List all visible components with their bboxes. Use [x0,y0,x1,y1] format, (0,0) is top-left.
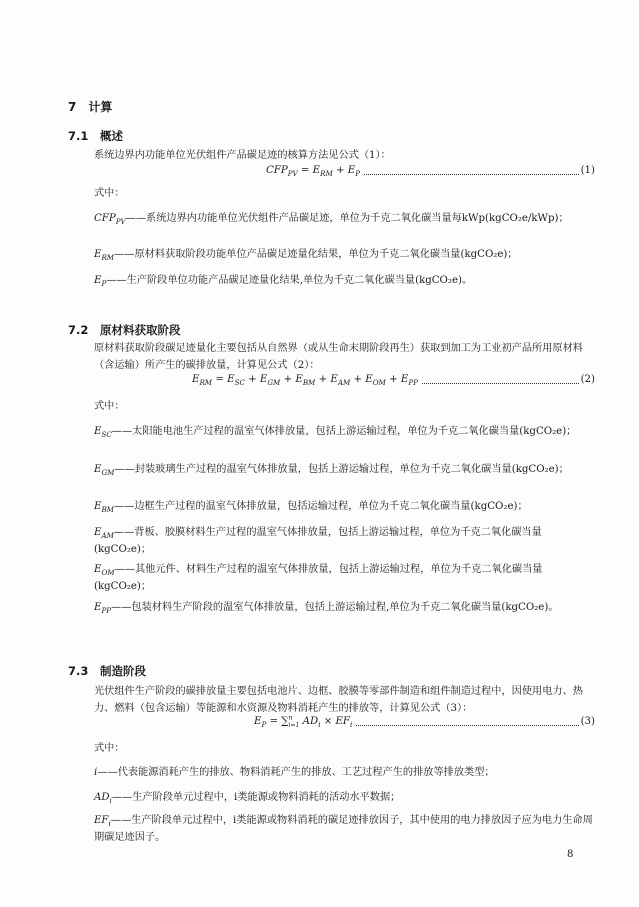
leader-dots [422,382,579,384]
definition-text: ——代表能源消耗产生的排放、物料消耗产生的排放、工艺过程产生的排放等排放类型； [97,767,495,778]
subsection-heading-7-3 [68,663,146,679]
definition-text: ——生产阶段单元过程中，i类能源或物料消耗的碳足迹排放因子，其中使用的电力排放因子应为电力生命周期碳足迹因子。 [94,815,593,843]
formula-3 [94,714,595,730]
definition-text: ——包装材料生产阶段的温室气体排放量，包括上游运输过程,单位为千克二氧化碳当量(kgCO₂e)。 [111,602,559,613]
definition-text: ——系统边界内功能单位光伏组件产品碳足迹，单位为千克二氧化碳当量每kWp(kgCO₂e/kWp)； [125,213,569,224]
formula-number: (2) [580,374,595,385]
where-label: 式中： [94,743,125,754]
definition-cfp: $CFP_{PV}——$系统边界内功能单位光伏组件产品碳足迹，单位为千克二氧化碳当量每kWp(kgCO₂e/kWp)； [94,213,569,227]
definition-ep: $E_P——$生产阶段单位功能产品碳足迹量化结果,单位为千克二氧化碳当量(kgCO₂e)。 [94,275,473,289]
subsection-title: 原材料获取阶段 [100,323,181,337]
definition-text: ——其他元件、材料生产过程的温室气体排放量，包括上游运输过程，单位为千克二氧化碳当量(kgCO₂e)； [94,564,543,592]
section-heading [68,98,112,115]
subsection-number: 7.3 [68,664,89,678]
definition-adi: $AD_i——$生产阶段单元过程中，i类能源或物料消耗的活动水平数据； [94,792,401,806]
definition-egm: $E_{GM}——$封装玻璃生产过程的温室气体排放量，包括上游运输过程，单位为千克二氧化碳当量(kgCO₂e)； [94,464,569,478]
subsection-number: 7.2 [68,323,89,337]
definition-esc: $E_{SC}——$太阳能电池生产过程的温室气体排放量，包括上游运输过程，单位为千克二氧化碳当量(kgCO₂e)； [94,426,577,440]
paragraph-intro: 系统边界内功能单位光伏组件产品碳足迹的核算方法见公式（1）： [94,150,391,161]
definition-text: ——封装玻璃生产过程的温室气体排放量，包括上游运输过程，单位为千克二氧化碳当量(kgCO₂e)； [114,464,569,475]
formula-expression: $E_P = \sum^n_{i=1}$ $AD_i \times EF_i$ [254,714,353,730]
subsection-heading-7-2 [68,322,181,338]
subsection-title: 制造阶段 [100,664,146,678]
formula-expression: $E_{RM} = E_{SC} + E_{GM} + E_{BM} + E_{AM} + E_{OM} + E_{PP}$ [192,374,418,388]
definition-text: ——边框生产过程的温室气体排放量，包括运输过程，单位为千克二氧化碳当量(kgCO₂e)； [113,501,528,512]
definition-erm: $E_{RM}——$原材料获取阶段功能单位产品碳足迹量化结果，单位为千克二氧化碳当量(kgCO₂e)； [94,249,518,263]
subsection-title: 概述 [100,129,123,143]
leader-dots [356,724,578,726]
paragraph-intro: 光伏组件生产阶段的碳排放量主要包括电池片、边框、胶膜等零部件制造和组件制造过程中，因使用电力、热力、燃料（包含运输）等能源和水资源及物料消耗产生的排放等，计算见公式（3）： [94,686,583,714]
formula-expression: $CFP_{PV} = E_{RM} + E_P$ [266,165,361,179]
definition-text: ——生产阶段单元过程中，i类能源或物料消耗的活动水平数据； [111,792,401,803]
leader-dots [364,173,579,175]
definition-i: i——代表能源消耗产生的排放、物料消耗产生的排放、工艺过程产生的排放等排放类型； [94,767,495,778]
definition-text: ——原材料获取阶段功能单位产品碳足迹量化结果，单位为千克二氧化碳当量(kgCO₂e)； [114,249,518,260]
definition-epp: $E_{PP}——$包装材料生产阶段的温室气体排放量，包括上游运输过程,单位为千克二氧化碳当量(kgCO₂e)。 [94,602,559,616]
paragraph-intro: 原材料获取阶段碳足迹量化主要包括从自然界（或从生命末期阶段再生）获取到加工为工业初产品所用原材料（含运输）所产生的碳排放量，计算见公式（2）： [94,343,583,371]
definition-text: ——太阳能电池生产过程的温室气体排放量，包括上游运输过程，单位为千克二氧化碳当量(kgCO₂e)； [111,426,577,437]
definition-text: ——背板、胶膜材料生产过程的温室气体排放量，包括上游运输过程，单位为千克二氧化碳当量(kgCO₂e)； [94,527,542,555]
subsection-heading-7-1 [68,128,123,144]
where-label: 式中： [94,188,125,199]
where-label: 式中： [94,401,125,412]
section-number: 7 [68,100,77,114]
definition-ebm: $E_{BM}——$边框生产过程的温室气体排放量，包括运输过程，单位为千克二氧化碳当量(kgCO₂e)； [94,501,528,515]
subsection-number: 7.1 [68,129,89,143]
page-number: 8 [567,849,574,860]
definition-efi: $EF_i——$生产阶段单元过程中，i类能源或物料消耗的碳足迹排放因子，其中使用的电力排放因子应为电力生命周期碳足迹因子。 [94,815,593,843]
formula-number: (1) [580,165,595,176]
formula-number: (3) [580,716,595,727]
section-title: 计算 [88,100,113,114]
definition-text: ——生产阶段单位功能产品碳足迹量化结果,单位为千克二氧化碳当量(kgCO₂e)。 [106,275,473,286]
definition-eam: $E_{AM}——$背板、胶膜材料生产过程的温室气体排放量，包括上游运输过程，单位为千克二氧化碳当量(kgCO₂e)； [94,527,542,555]
definition-eom: $E_{OM}——$其他元件、材料生产过程的温室气体排放量，包括上游运输过程，单位为千克二氧化碳当量(kgCO₂e)； [94,564,543,592]
formula-2 [94,372,595,388]
formula-1 [94,163,595,179]
